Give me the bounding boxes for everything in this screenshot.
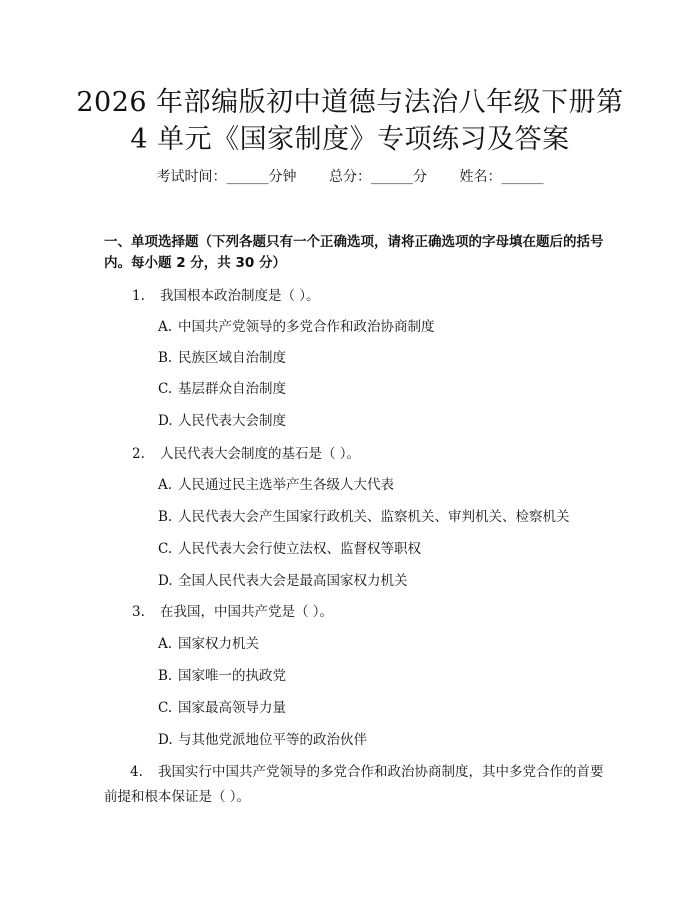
option-letter: B. (158, 668, 173, 684)
option-letter: D. (158, 413, 173, 429)
option-letter: C. (158, 381, 173, 397)
option-letter: C. (158, 541, 173, 557)
question-number: 2. (132, 446, 145, 462)
question-text: 我国实行中国共产党领导的多党合作和政治协商制度，其中多党合作的首要前提和根本保证是（ ）。 (104, 764, 604, 805)
section-heading: 一、单项选择题（下列各题只有一个正确选项，请将正确选项的字母填在题后的括号内。每小题 2 分，共 30 分） (104, 234, 604, 271)
question-1-option-d (158, 409, 286, 429)
question-3-option-c (158, 696, 286, 716)
option-letter: C. (158, 700, 173, 716)
question-number: 3. (132, 604, 145, 620)
question-2-option-d (158, 569, 408, 589)
option-text: 人民通过民主选举产生各级人大代表 (178, 477, 394, 493)
question-3-option-b (158, 664, 286, 684)
option-letter: A. (158, 319, 173, 335)
option-text: 国家权力机关 (178, 636, 259, 652)
option-text: 民族区域自治制度 (178, 350, 286, 366)
option-text: 人民代表大会行使立法权、监督权等职权 (178, 541, 421, 557)
option-letter: B. (158, 350, 173, 366)
question-number: 4. (130, 764, 143, 780)
student-name-field: 姓名：______ (459, 169, 544, 185)
question-4 (104, 760, 604, 810)
option-letter: D. (158, 732, 173, 748)
document-title-line-2: 4 单元《国家制度》专项练习及答案 (130, 124, 570, 155)
option-text: 与其他党派地位平等的政治伙伴 (178, 732, 367, 748)
question-text: 我国根本政治制度是（ ）。 (160, 288, 320, 304)
option-text: 中国共产党领导的多党合作和政治协商制度 (178, 319, 435, 335)
option-letter: D. (158, 573, 173, 589)
option-letter: B. (158, 509, 173, 525)
question-number: 1. (132, 288, 145, 304)
question-text: 在我国，中国共产党是（ ）。 (160, 604, 334, 620)
option-text: 全国人民代表大会是最高国家权力机关 (178, 573, 408, 589)
option-text: 国家唯一的执政党 (178, 668, 286, 684)
question-3 (132, 600, 333, 620)
question-2-option-b (158, 505, 570, 525)
question-1-option-b (158, 346, 286, 366)
question-3-option-d (158, 728, 367, 748)
document-title-line-1: 2026 年部编版初中道德与法治八年级下册第 (76, 87, 624, 118)
question-3-option-a (158, 632, 259, 652)
question-text: 人民代表大会制度的基石是（ ）。 (160, 446, 361, 462)
exam-time-field: 考试时间：______分钟 (156, 169, 297, 185)
total-score-field: 总分：______分 (329, 169, 427, 185)
option-text: 基层群众自治制度 (178, 381, 286, 397)
question-1-option-a (158, 315, 435, 335)
question-1 (132, 284, 320, 304)
option-text: 人民代表大会产生国家行政机关、监察机关、审判机关、检察机关 (178, 509, 570, 525)
question-1-option-c (158, 377, 286, 397)
question-2-option-a (158, 473, 394, 493)
option-letter: A. (158, 477, 173, 493)
option-letter: A. (158, 636, 173, 652)
question-2-option-c (158, 537, 421, 557)
option-text: 国家最高领导力量 (178, 700, 286, 716)
question-2 (132, 442, 360, 462)
exam-info (0, 166, 700, 186)
option-text: 人民代表大会制度 (178, 413, 286, 429)
